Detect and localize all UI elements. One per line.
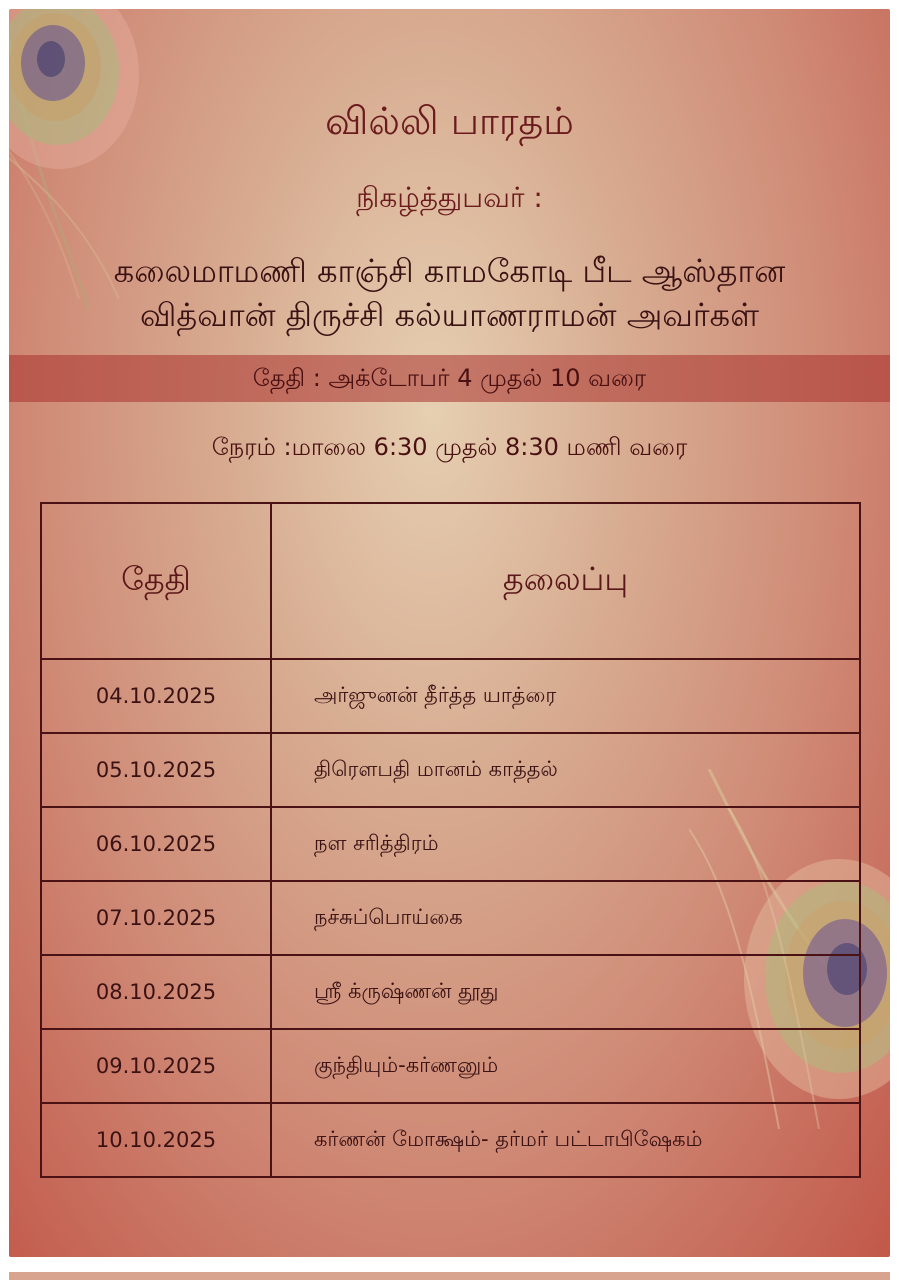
- row-topic: அர்ஜுனன் தீர்த்த யாத்ரை: [271, 659, 860, 733]
- row-date: 04.10.2025: [41, 659, 271, 733]
- row-topic: நச்சுப்பொய்கை: [271, 881, 860, 955]
- poster-title: வில்லி பாரதம்: [325, 99, 574, 143]
- header-date: தேதி: [41, 503, 271, 659]
- header-topic: தலைப்பு: [271, 503, 860, 659]
- date-range-band: தேதி : அக்டோபர் 4 முதல் 10 வரை: [9, 355, 890, 402]
- schedule-table: [40, 502, 861, 1178]
- row-date: 10.10.2025: [41, 1103, 271, 1177]
- performer-line-1: கலைமாமணி காஞ்சி காமகோடி பீட ஆஸ்தான: [113, 252, 786, 290]
- performer-line-2: வித்வான் திருச்சி கல்யாணராமன் அவர்கள்: [140, 296, 759, 334]
- table-row: [41, 807, 860, 881]
- table-header-row: [41, 503, 860, 659]
- table-row: [41, 881, 860, 955]
- performer-name: [29, 249, 870, 337]
- table-row: [41, 955, 860, 1029]
- table-row: [41, 1103, 860, 1177]
- row-date: 07.10.2025: [41, 881, 271, 955]
- row-date: 09.10.2025: [41, 1029, 271, 1103]
- row-date: 06.10.2025: [41, 807, 271, 881]
- row-topic: திரௌபதி மானம் காத்தல்: [271, 733, 860, 807]
- next-page-edge: [9, 1272, 890, 1280]
- event-poster: [9, 9, 890, 1257]
- row-topic: நள சரித்திரம்: [271, 807, 860, 881]
- time-range: நேரம் :மாலை 6:30 முதல் 8:30 மணி வரை: [211, 433, 688, 461]
- row-date: 05.10.2025: [41, 733, 271, 807]
- row-topic: குந்தியும்-கர்ணனும்: [271, 1029, 860, 1103]
- row-date: 08.10.2025: [41, 955, 271, 1029]
- performer-label: நிகழ்த்துபவர் :: [356, 181, 543, 214]
- row-topic: கர்ணன் மோக்ஷம்- தர்மர் பட்டாபிஷேகம்: [271, 1103, 860, 1177]
- table-row: [41, 659, 860, 733]
- table-row: [41, 1029, 860, 1103]
- table-row: [41, 733, 860, 807]
- row-topic: ஸ்ரீ க்ருஷ்ணன் தூது: [271, 955, 860, 1029]
